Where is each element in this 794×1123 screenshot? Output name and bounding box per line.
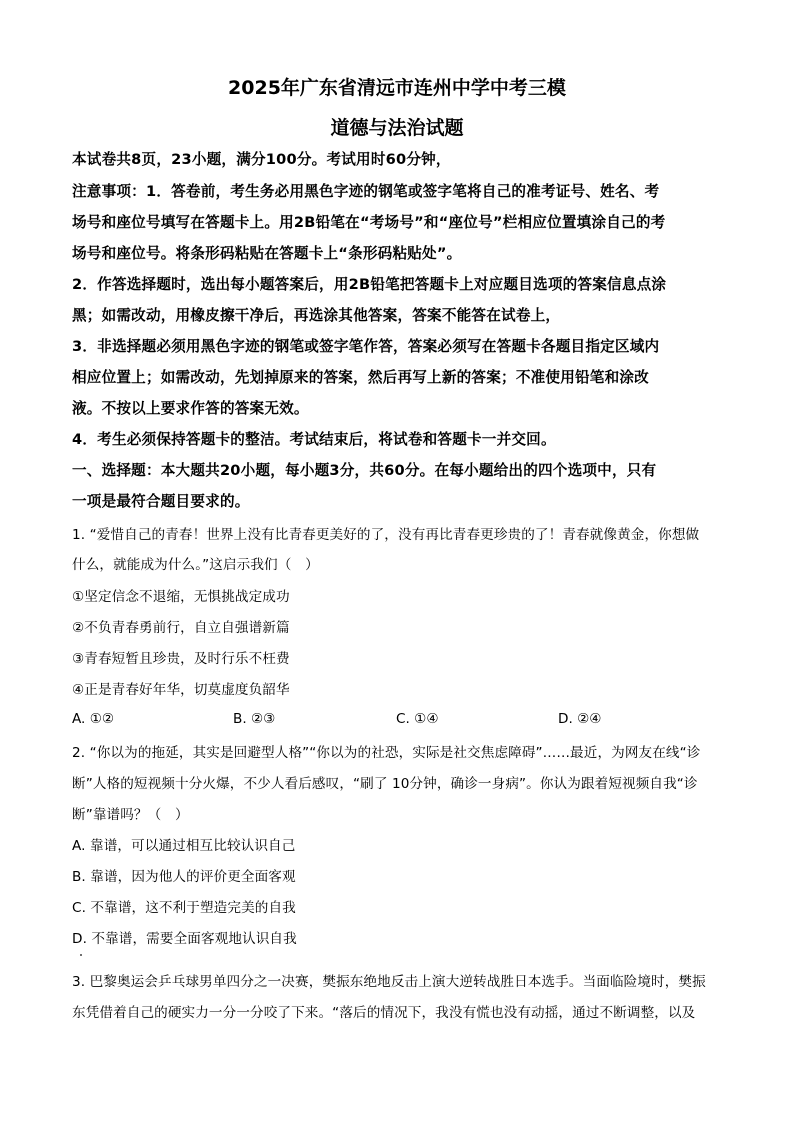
notes-line: 4．考生必须保持答题卡的整洁。考试结束后，将试卷和答题卡一并交回。 [72,431,556,448]
question-stem: 断”靠谱吗？（ ） [72,807,189,823]
notes-line: 相应位置上；如需改动，先划掉原来的答案，然后再写上新的答案；不准使用铅笔和涂改 [72,369,649,386]
question-item: ②不负青春勇前行，自立自强谱新篇 [72,620,290,636]
section-heading: 一、选择题：本大题共20小题，每小题3分，共60分。在每小题给出的四个选项中，只有 [72,462,657,479]
exam-title: 2025年广东省清远市连州中学中考三模 [228,77,566,99]
notes-line: 液。不按以上要求作答的答案无效。 [72,400,309,417]
answer-option-a: A. ①② [72,711,115,727]
question-item: ③青春短暂且珍贵，及时行乐不枉费 [72,651,290,667]
notes-line: 场号和座位号。将条形码粘贴在答题卡上“条形码粘贴处”。 [72,245,462,262]
question-item: ④正是青春好年华，切莫虚度负韶华 [72,682,290,698]
question-stem: 2. “你以为的拖延，其实是回避型人格”“你以为的社恐，实际是社交焦虑障碍”……最近，为网友在线“诊 [72,745,701,761]
answer-option-b: B. ②③ [233,711,276,727]
notes-line: 3．非选择题必须用黑色字迹的钢笔或签字笔作答，答案必须写在答题卡各题目指定区域内 [72,338,660,355]
question-stem: 东凭借着自己的硬实力一分一分咬了下来。“落后的情况下，我没有慌也没有动摇，通过不断调整，以及 [72,1005,696,1021]
answer-option-d: D. 不靠谱，需要全面客观地认识自我 [72,931,297,947]
answer-option-c: C. 不靠谱，这不利于塑造完美的自我 [72,900,296,916]
question-stem: 1. “爱惜自己的青春！世界上没有比青春更美好的了，没有再比青春更珍贵的了！青春就像黄金，你想做 [72,527,700,543]
question-stem: 3. 巴黎奥运会乒乓球男单四分之一决赛，樊振东绝地反击上演大逆转战胜日本选手。当面临险境时，樊振 [72,974,706,990]
notes-line: 场号和座位号填写在答题卡上。用2B铅笔在“考场号”和“座位号”栏相应位置填涂自己的考 [72,214,666,231]
answer-option-d: D. ②④ [558,711,602,727]
exam-summary: 本试卷共8页，23小题，满分100分。考试用时60分钟， [72,151,451,168]
notes-line: 注意事项：1．答卷前，考生务必用黑色字迹的钢笔或签字笔将自己的准考证号、姓名、考 [72,183,660,200]
stray-dot [80,954,82,956]
notes-line: 黑；如需改动，用橡皮擦干净后，再选涂其他答案，答案不能答在试卷上， [72,307,561,324]
exam-subtitle: 道德与法治试题 [330,117,464,139]
question-item: ①坚定信念不退缩，无惧挑战定成功 [72,589,290,605]
question-stem: 断”人格的短视频十分火爆，不少人看后感叹，“刷了 10分钟，确诊一身病”。你认为跟着短视频自我“诊 [72,776,698,792]
question-stem: 什么，就能成为什么。”这启示我们（ ） [72,557,319,573]
answer-option-a: A. 靠谱，可以通过相互比较认识自己 [72,838,296,854]
answer-option-c: C. ①④ [396,711,439,727]
answer-option-b: B. 靠谱，因为他人的评价更全面客观 [72,869,296,885]
section-heading: 一项是最符合题目要求的。 [72,493,250,510]
notes-line: 2．作答选择题时，选出每小题答案后，用2B铅笔把答题卡上对应题目选项的答案信息点涂 [72,276,667,293]
